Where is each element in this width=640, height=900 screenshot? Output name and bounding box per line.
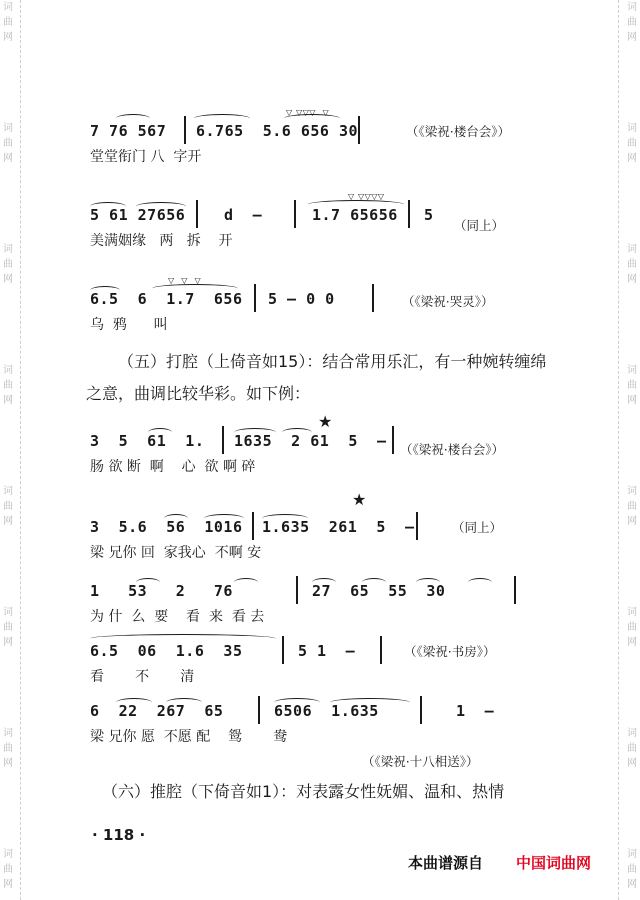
slur-mark	[312, 578, 336, 587]
bar-line	[408, 200, 410, 228]
watermark-char: 网	[627, 395, 637, 406]
watermark-char: 词	[3, 365, 13, 376]
watermark-char: 网	[627, 32, 637, 43]
watermark-char: 曲	[627, 622, 637, 633]
page-number: · 118 ·	[92, 826, 146, 844]
notes-segment: 6.5 6 1.7 656	[90, 290, 243, 308]
slur-mark	[194, 114, 250, 123]
watermark-column-right	[624, 0, 640, 900]
watermark-char: 词	[627, 244, 637, 255]
page-border-left	[20, 0, 22, 900]
slur-mark	[136, 578, 160, 587]
watermark-char: 词	[3, 607, 13, 618]
watermark-char: 词	[627, 365, 637, 376]
bar-line	[380, 636, 382, 664]
score-line-1	[86, 108, 556, 166]
watermark-char: 网	[627, 274, 637, 285]
watermark-char: 曲	[627, 501, 637, 512]
score-line-4	[86, 412, 556, 476]
watermark-char: 词	[627, 123, 637, 134]
watermark-group	[0, 847, 16, 892]
watermark-char: 曲	[3, 622, 13, 633]
notes-segment: 5 1 –	[298, 642, 356, 660]
bar-line	[196, 200, 198, 228]
notes-segment: d –	[224, 206, 263, 224]
watermark-char: 词	[3, 2, 13, 13]
lyrics-line: 为 什 么 要 看 来 看 去	[90, 609, 265, 625]
watermark-group	[0, 484, 16, 529]
lyrics-line: 堂堂衔门 八 字开	[90, 149, 202, 165]
slur-mark	[116, 114, 150, 123]
footer-source-label: 本曲谱源自	[408, 854, 484, 872]
slur-mark	[362, 578, 386, 587]
watermark-group	[624, 0, 640, 45]
notes-segment: 1 53 2 76	[90, 582, 233, 600]
body-paragraph: （五）打腔（上倚音如15）：结合常用乐汇，有一种婉转缠绵之意，曲调比较华彩。如下例：	[86, 352, 547, 403]
notes-segment: 5 – 0 0	[268, 290, 335, 308]
source-citation: （《梁祝·十八相送》）	[362, 754, 479, 769]
source-citation: （《梁祝·书房》）	[404, 644, 496, 659]
notes-segment: 7 76 567	[90, 122, 167, 140]
slur-mark	[164, 514, 188, 523]
slur-mark	[90, 202, 126, 211]
bar-line	[372, 284, 374, 312]
watermark-char: 网	[3, 153, 13, 164]
body-paragraph: （六）推腔（下倚音如1）：对表露女性妩媚、温和、热情	[102, 782, 505, 801]
watermark-group	[624, 121, 640, 166]
notes-segment: 1.635 261 5 –	[262, 518, 415, 536]
watermark-char: 曲	[627, 743, 637, 754]
bar-line	[222, 426, 224, 454]
ornament-triangles: ▽ ▽ ▽	[168, 276, 202, 285]
watermark-char: 曲	[627, 259, 637, 270]
source-citation: （同上）	[452, 520, 503, 535]
score-line-8	[86, 688, 556, 769]
slur-mark	[166, 698, 202, 707]
slur-mark	[204, 514, 244, 523]
watermark-char: 曲	[3, 501, 13, 512]
source-citation: （同上）	[454, 218, 505, 233]
watermark-group	[0, 605, 16, 650]
bar-line	[254, 284, 256, 312]
bar-line	[416, 512, 418, 540]
slur-mark	[90, 634, 276, 643]
slur-mark	[282, 428, 312, 437]
watermark-char: 词	[3, 486, 13, 497]
watermark-char: 网	[627, 153, 637, 164]
watermark-char: 词	[3, 123, 13, 134]
watermark-char: 曲	[3, 743, 13, 754]
watermark-char: 网	[627, 758, 637, 769]
watermark-char: 曲	[627, 17, 637, 28]
notes-segment: 3 5.6 56 1016	[90, 518, 243, 536]
bar-line	[282, 636, 284, 664]
slur-mark	[234, 578, 258, 587]
score-line-6	[86, 568, 556, 626]
watermark-group	[624, 726, 640, 771]
lyrics-line: 乌 鸦 叫	[90, 317, 168, 333]
lyrics-line: 梁 兄你 回 家我心 不啊 安	[90, 545, 262, 561]
watermark-char: 词	[627, 728, 637, 739]
notes-segment: 1635 2 61 5 –	[234, 432, 387, 450]
slur-mark	[136, 202, 186, 211]
watermark-char: 网	[3, 879, 13, 890]
watermark-column-left	[0, 0, 16, 900]
watermark-char: 词	[3, 849, 13, 860]
score-line-7	[86, 628, 556, 686]
bar-line	[296, 576, 298, 604]
watermark-char: 网	[627, 879, 637, 890]
slur-mark	[116, 698, 152, 707]
source-citation: （《梁祝·哭灵》）	[402, 294, 494, 309]
slur-mark	[148, 428, 172, 437]
watermark-char: 网	[627, 516, 637, 527]
watermark-group	[0, 242, 16, 287]
star-mark-icon: ★	[318, 412, 333, 431]
watermark-char: 网	[3, 395, 13, 406]
notes-segment: 1 –	[456, 702, 495, 720]
watermark-group	[624, 484, 640, 529]
watermark-char: 词	[3, 728, 13, 739]
watermark-char: 曲	[3, 17, 13, 28]
notes-segment: 5 61 27656	[90, 206, 186, 224]
watermark-char: 曲	[627, 380, 637, 391]
notes-segment: 1.7 65656	[312, 206, 398, 224]
bar-line	[252, 512, 254, 540]
star-mark-icon: ★	[352, 490, 367, 509]
watermark-group	[0, 726, 16, 771]
slur-mark	[274, 698, 320, 707]
bar-line	[358, 116, 360, 144]
watermark-char: 网	[3, 32, 13, 43]
source-citation: （《梁祝·楼台会》）	[406, 124, 510, 139]
score-line-5	[86, 490, 556, 562]
watermark-group	[624, 847, 640, 892]
slur-mark	[468, 578, 492, 587]
notes-segment: 3 5 61 1.	[90, 432, 205, 450]
notes-segment: 6506 1.635	[274, 702, 379, 720]
notes-segment: 6.5 06 1.6 35	[90, 642, 243, 660]
bar-line	[258, 696, 260, 724]
notes-segment: 27 65 55 30	[312, 582, 446, 600]
watermark-char: 网	[3, 637, 13, 648]
slur-mark	[234, 428, 276, 437]
ornament-triangles: ▽ ▽▽▽▽	[348, 192, 385, 201]
source-citation: （《梁祝·楼台会》）	[400, 442, 504, 457]
watermark-char: 词	[627, 849, 637, 860]
page-border-right	[618, 0, 620, 900]
notes-segment: 6 22 267 65	[90, 702, 224, 720]
slur-mark	[152, 284, 238, 293]
watermark-char: 网	[3, 274, 13, 285]
watermark-char: 词	[627, 2, 637, 13]
watermark-group	[624, 242, 640, 287]
slur-mark	[90, 286, 120, 295]
bar-line	[514, 576, 516, 604]
watermark-char: 曲	[3, 138, 13, 149]
notes-segment: 5	[424, 206, 434, 224]
score-line-2	[86, 192, 556, 250]
watermark-char: 网	[3, 516, 13, 527]
watermark-char: 词	[627, 486, 637, 497]
ornament-triangles: ▽ ▽▽▽ ▽	[286, 108, 330, 117]
watermark-char: 词	[627, 607, 637, 618]
watermark-char: 曲	[3, 864, 13, 875]
watermark-char: 曲	[3, 259, 13, 270]
footer-site-link[interactable]: 中国词曲网	[516, 854, 592, 872]
slur-mark	[416, 578, 440, 587]
notes-segment: 6.765 5.6 656 30	[196, 122, 359, 140]
watermark-group	[0, 121, 16, 166]
slur-mark	[262, 514, 308, 523]
score-line-3	[86, 276, 556, 334]
watermark-char: 词	[3, 244, 13, 255]
bar-line	[184, 116, 186, 144]
slur-mark	[330, 698, 410, 707]
slur-mark	[308, 200, 404, 209]
watermark-char: 曲	[627, 138, 637, 149]
bar-line	[392, 426, 394, 454]
lyrics-line: 梁 兄你 愿 不愿 配 鸳 鸯	[90, 729, 288, 745]
watermark-char: 网	[627, 637, 637, 648]
watermark-group	[624, 363, 640, 408]
watermark-group	[0, 363, 16, 408]
watermark-group	[624, 605, 640, 650]
bar-line	[294, 200, 296, 228]
lyrics-line: 看 不 清	[90, 669, 195, 685]
watermark-char: 曲	[627, 864, 637, 875]
watermark-char: 网	[3, 758, 13, 769]
bar-line	[420, 696, 422, 724]
lyrics-line: 肠 欲 断 啊 心 欲 啊 碎	[90, 459, 256, 475]
watermark-char: 曲	[3, 380, 13, 391]
lyrics-line: 美满姻缘 两 拆 开	[90, 233, 233, 249]
watermark-group	[0, 0, 16, 45]
